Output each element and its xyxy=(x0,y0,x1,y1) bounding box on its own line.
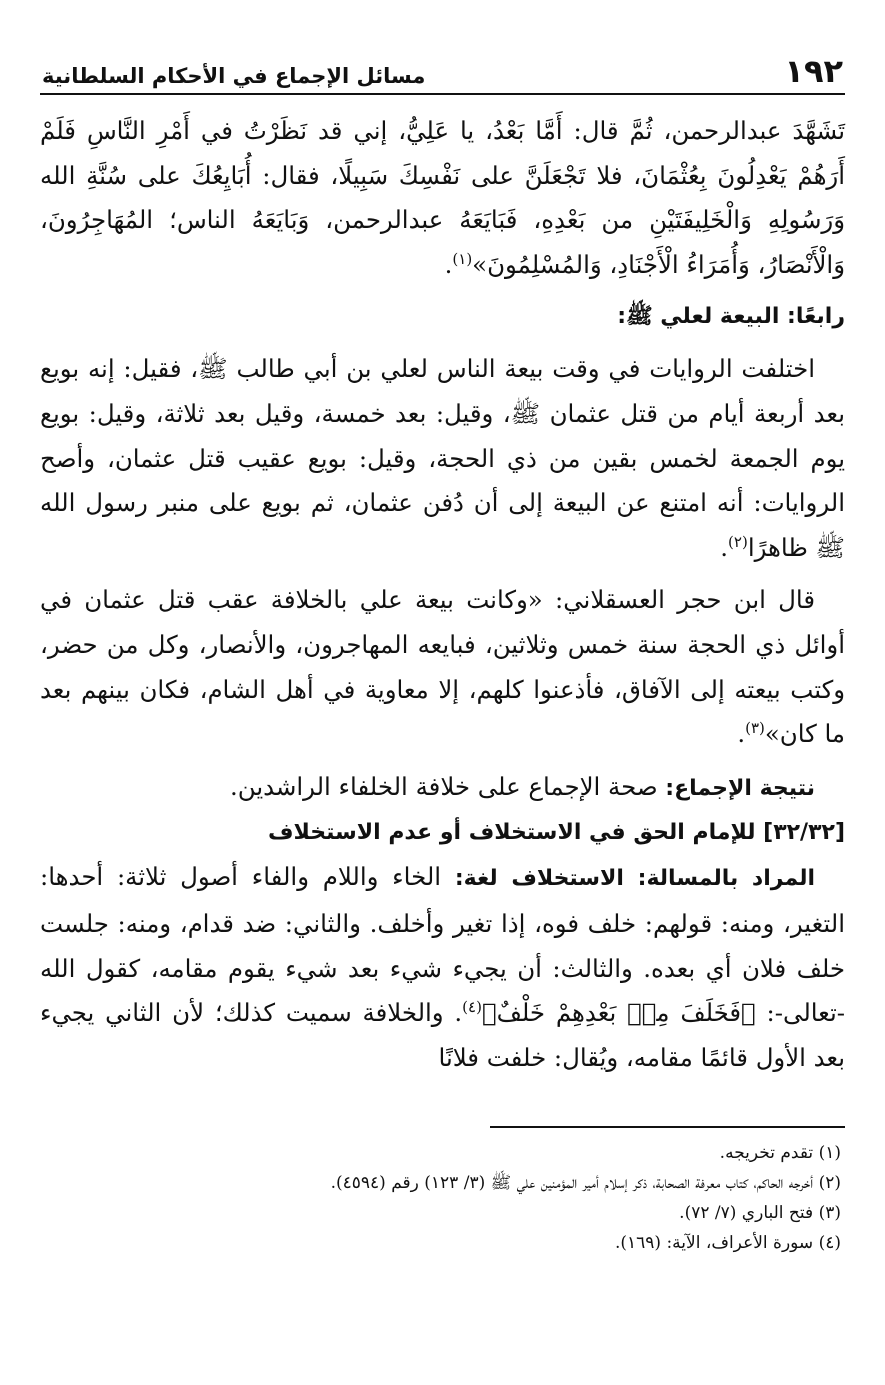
footnote-ref-2[interactable]: (٢) xyxy=(728,532,748,551)
result-label: نتيجة الإجماع: xyxy=(665,775,815,801)
paragraph-1: تَشَهَّدَ عبدالرحمن، ثُمَّ قال: أَمَّا بَعْدُ، يا عَلِيُّ، إني قد نَظَرْتُ في أَمْرِ النَّاسِ فَلَمْ أَرَهُمْ يَعْدِلُونَ بِعُثْمَانَ، فلا تَجْعَلَنَّ على نَفْسِكَ سَبِيلًا، فقال: أُبَايِعُكَ على سُنَّةِ الله وَرَسُولِهِ وَالْخَلِيفَتَيْنِ من بَعْدِهِ، فَبَايَعَهُ عبدالرحمن، وَبَايَعَهُ الناس؛ المُهَاجِرُونَ، وَالْأَنْصَارُ، وَأُمَرَاءُ الْأَجْنَادِ، وَالمُسْلِمُونَ»$^{(١)}$. xyxy=(40,116,845,279)
page-number: ١٩٢ xyxy=(784,52,843,90)
paragraph-4: نتيجة الإجماع: صحة الإجماع على خلافة الخلفاء الراشدين. xyxy=(230,771,815,801)
footnotes xyxy=(40,1126,845,1258)
footnote-divider xyxy=(490,1126,845,1128)
footnote-4: (٤) سورة الأعراف، الآية: (١٦٩). xyxy=(614,1233,841,1253)
footnote-2: (٢) أخرجه الحاكم، كتاب معرفة الصحابة، ذكر إسلام أمير المؤمنين علي ﷺ (٣/ ١٢٣) رقم (٤٥٩٤). xyxy=(330,1173,841,1193)
paragraph-2: اختلفت الروايات في وقت بيعة الناس لعلي بن أبي طالب ﷺ، فقيل: إنه بويع بعد أربعة أيام من قتل عثمان ﷺ، وقيل: بعد خمسة، وقيل بعد ثلاثة، وقيل: بويع يوم الجمعة لخمس بقين من ذي الحجة، وقيل: بويع عقيب قتل عثمان، وأصح الروايات: أنه امتنع عن البيعة إلى أن دُفن عثمان، ثم بويع على منبر رسول الله ﷺ ظاهرًا$^{(٢)}$. xyxy=(40,354,845,562)
section-heading-ali: رابعًا: البيعة لعلي ﷺ: xyxy=(617,304,845,330)
footnote-ref-4[interactable]: (٤) xyxy=(462,997,482,1016)
paragraph-3: قال ابن حجر العسقلاني: «وكانت بيعة علي بالخلافة عقب قتل عثمان في أوائل ذي الحجة سنة خمس وثلاثين، فبايعه المهاجرون، والأنصار، وكل من حضر، وكتب بيعته إلى الآفاق، فأذعنوا كلهم، إلا معاوية في أهل الشام، فكان بينهم بعد ما كان»$^{(٣)}$. xyxy=(40,585,845,749)
running-title: مسائل الإجماع في الأحكام السلطانية xyxy=(42,64,426,88)
footnote-1: (١) تقدم تخريجه. xyxy=(719,1143,841,1163)
main-text xyxy=(40,109,845,1080)
footnote-3: (٣) فتح الباري (٧/ ٧٢). xyxy=(679,1203,841,1223)
footnote-ref-1[interactable]: (١) xyxy=(452,249,473,268)
page xyxy=(40,52,845,1080)
definition-label: المراد بالمسالة: الاستخلاف لغة: xyxy=(454,866,815,892)
page-header xyxy=(40,52,845,95)
section-heading-32: [٣٢/٣٢] للإمام الحق في الاستخلاف أو عدم الاستخلاف xyxy=(268,820,845,846)
footnote-ref-3[interactable]: (٣) xyxy=(745,719,765,737)
paragraph-5: المراد بالمسالة: الاستخلاف لغة: الخاء واللام والفاء أصول ثلاثة: أحدها: التغير، ومنه: قولهم: خلف فوه، إذا تغير وأخلف. والثاني: ضد قدام، ومنه: جلست خلف فلان أي بعده. والثالث: أن يجيء شيء بعد شيء يقوم مقامه، كقول الله -تعالى-: ﴿فَخَلَفَ مِنۢ بَعْدِهِمْ خَلْفٌ﴾$^{(٤)}$. والخلافة سميت كذلك؛ لأن الثاني يجيء بعد الأول قائمًا مقامه، ويُقال: خلفت فلانًا xyxy=(40,862,845,1072)
